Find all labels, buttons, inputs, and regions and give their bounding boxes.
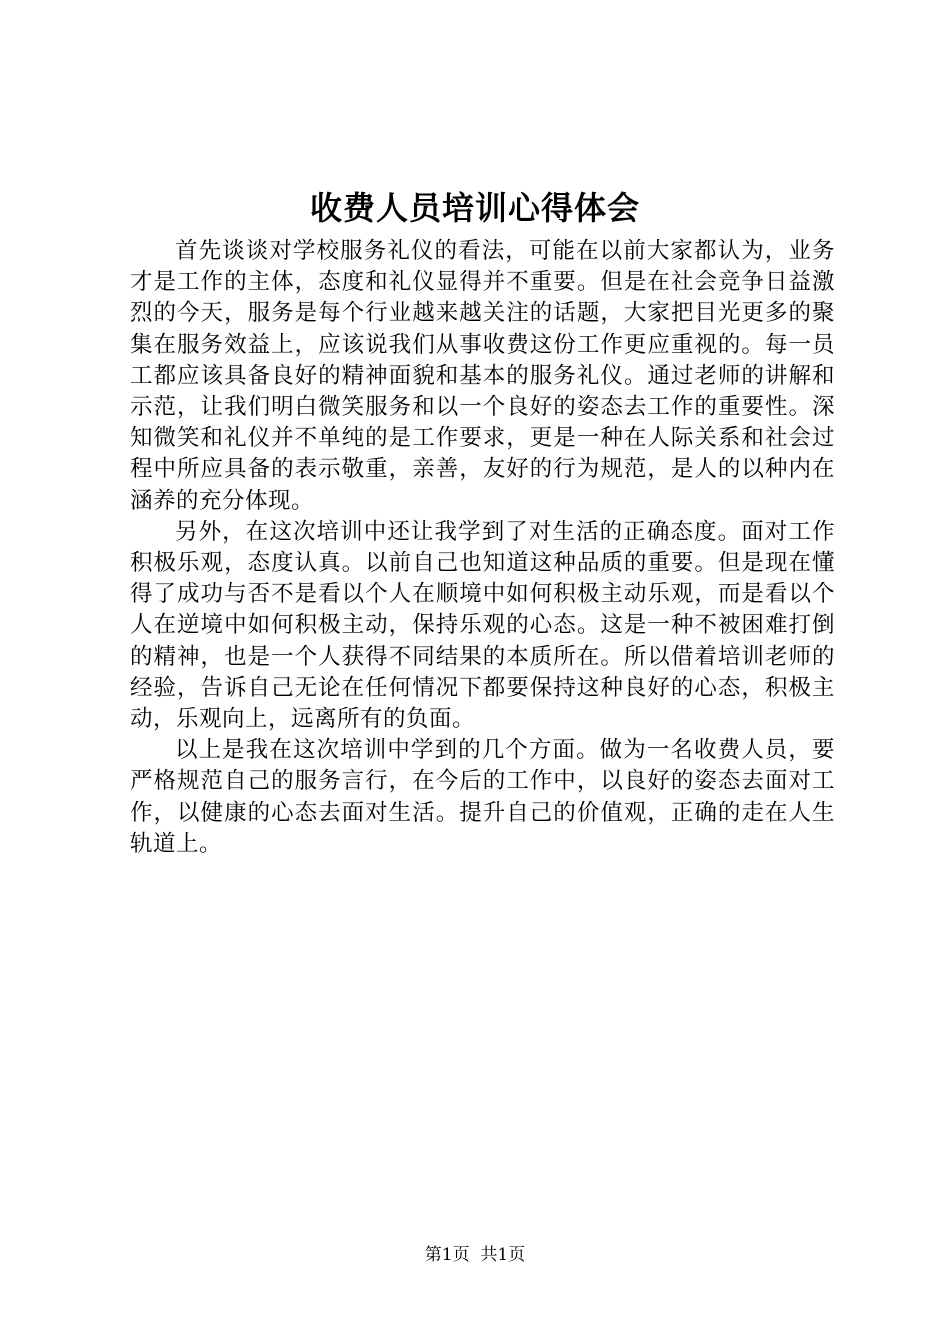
page-title: 收费人员培训心得体会 (309, 189, 640, 227)
page-number: 第1页 (424, 1245, 470, 1265)
footer-gap (470, 1245, 481, 1265)
paragraph-2: 另外，在这次培训中还让我学到了对生活的正确态度。面对工作积极乐观，态度认真。以前自己也知道这种品质的重要。但是现在懂得了成功与否不是看以个人在顺境中如何积极主动乐观，而是看以个人在逆境中如何积极主动，保持乐观的心态。这是一种不被困难打倒的精神，也是一个人获得不同结果的本质所在。所以借着培训老师的经验，告诉自己无论在任何情况下都要保持这种良好的心态，积极主动，乐观向上，远离所有的负面。 (130, 518, 835, 733)
paragraph-3: 以上是我在这次培训中学到的几个方面。做为一名收费人员，要严格规范自己的服务言行，在今后的工作中，以良好的姿态去面对工作，以健康的心态去面对生活。提升自己的价值观，正确的走在人生轨道上。 (130, 737, 835, 857)
paragraph-1: 首先谈谈对学校服务礼仪的看法，可能在以前大家都认为，业务才是工作的主体，态度和礼仪显得并不重要。但是在社会竞争日益激烈的今天，服务是每个行业越来越关注的话题，大家把目光更多的聚集在服务效益上，应该说我们从事收费这份工作更应重视的。每一员工都应该具备良好的精神面貌和基本的服务礼仪。通过老师的讲解和示范，让我们明白微笑服务和以一个良好的姿态去工作的重要性。深知微笑和礼仪并不单纯的是工作要求，更是一种在人际关系和社会过程中所应具备的表示敬重，亲善，友好的行为规范，是人的以种内在涵养的充分体现。 (130, 238, 835, 514)
document-body (130, 236, 835, 860)
page-total: 共1页 (480, 1245, 526, 1265)
page-footer (0, 1243, 950, 1267)
